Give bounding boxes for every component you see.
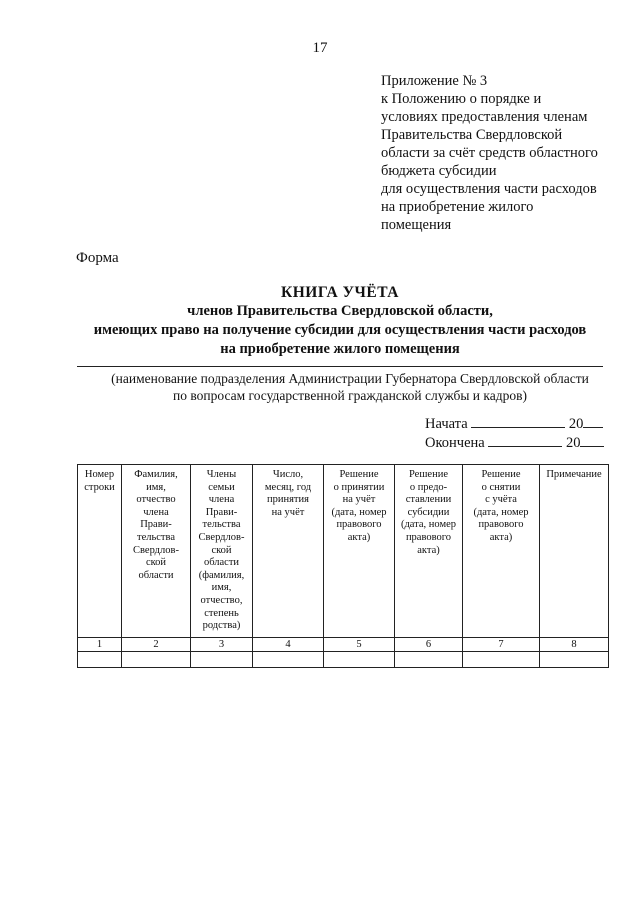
dates-block — [425, 415, 604, 453]
table-cell — [122, 652, 191, 668]
column-header — [463, 465, 540, 638]
appendix-line: помещения — [381, 217, 452, 233]
column-number-row — [78, 638, 609, 652]
org-caption — [60, 370, 640, 404]
table-row — [78, 652, 609, 668]
column-number: 7 — [463, 638, 540, 652]
form-label: Форма — [76, 250, 119, 266]
column-header — [122, 465, 191, 638]
table-cell — [191, 652, 253, 668]
column-header-text: Решение о принятии на учёт (дата, номер правового акта) — [331, 469, 387, 543]
start-year-blank — [583, 415, 603, 428]
start-date-blank — [471, 415, 565, 428]
title-line: имеющих право на получение субсидии для осуществления части расходов — [93, 322, 587, 338]
start-label: Начата — [425, 416, 468, 432]
column-header-text: Фамилия, имя, отчество члена Прави- тельства Свердлов- ской области — [133, 469, 179, 581]
title-main: КНИГА УЧЁТА — [281, 284, 399, 301]
appendix-line: для осуществления части расходов — [381, 181, 597, 197]
start-year: 20 — [568, 416, 584, 432]
appendix-line: Правительства Свердловской — [381, 127, 563, 143]
table-header-row — [78, 465, 609, 638]
column-header-text: Решение о предо- ставлении субсидии (дата, номер правового акта) — [400, 469, 457, 556]
column-number: 3 — [191, 638, 253, 652]
title-line: на приобретение жилого помещения — [220, 341, 460, 357]
end-date-blank — [488, 434, 562, 447]
end-year-blank — [580, 434, 604, 447]
appendix-line: Приложение № 3 — [381, 73, 488, 89]
appendix-line: бюджета субсидии — [381, 163, 497, 179]
end-year: 20 — [565, 435, 581, 451]
column-header-text: Примечание — [546, 469, 602, 480]
column-number: 8 — [540, 638, 609, 652]
column-number: 2 — [122, 638, 191, 652]
title-line: членов Правительства Свердловской области, — [187, 303, 493, 319]
table-cell — [395, 652, 463, 668]
column-header-text: Число, месяц, год принятия на учёт — [264, 469, 312, 518]
end-label: Окончена — [425, 435, 485, 451]
column-header-text: Члены семьи члена Прави- тельства Свердлов- ской области (фамилия, имя, отчество, степень родства) — [198, 469, 245, 632]
column-header-text: Номер строки — [84, 469, 115, 493]
column-number: 4 — [253, 638, 324, 652]
appendix-line: условиях предоставления членам — [381, 109, 588, 125]
start-date-row — [425, 415, 604, 434]
document-title — [60, 283, 620, 359]
page-number: 17 — [312, 40, 328, 56]
appendix-line: на приобретение жилого — [381, 199, 534, 215]
org-name-line — [77, 366, 603, 367]
column-header — [191, 465, 253, 638]
column-number: 6 — [395, 638, 463, 652]
column-header — [324, 465, 395, 638]
table-cell — [463, 652, 540, 668]
table-cell — [324, 652, 395, 668]
column-header — [395, 465, 463, 638]
registry-table — [77, 464, 609, 668]
column-header — [78, 465, 122, 638]
column-number: 1 — [78, 638, 122, 652]
column-header-text: Решение о снятии с учёта (дата, номер правового акта) — [473, 469, 529, 543]
column-number: 5 — [324, 638, 395, 652]
table-cell — [78, 652, 122, 668]
table-cell — [540, 652, 609, 668]
table-cell — [253, 652, 324, 668]
appendix-line: к Положению о порядке и — [381, 91, 542, 107]
column-header — [540, 465, 609, 638]
column-header — [253, 465, 324, 638]
org-caption-line: (наименование подразделения Администрации Губернатора Свердловской области — [111, 371, 589, 386]
end-date-row — [425, 434, 604, 453]
appendix-header — [381, 72, 598, 234]
org-caption-line: по вопросам государственной гражданской службы и кадров) — [173, 388, 527, 403]
appendix-line: области за счёт средств областного — [381, 145, 598, 161]
